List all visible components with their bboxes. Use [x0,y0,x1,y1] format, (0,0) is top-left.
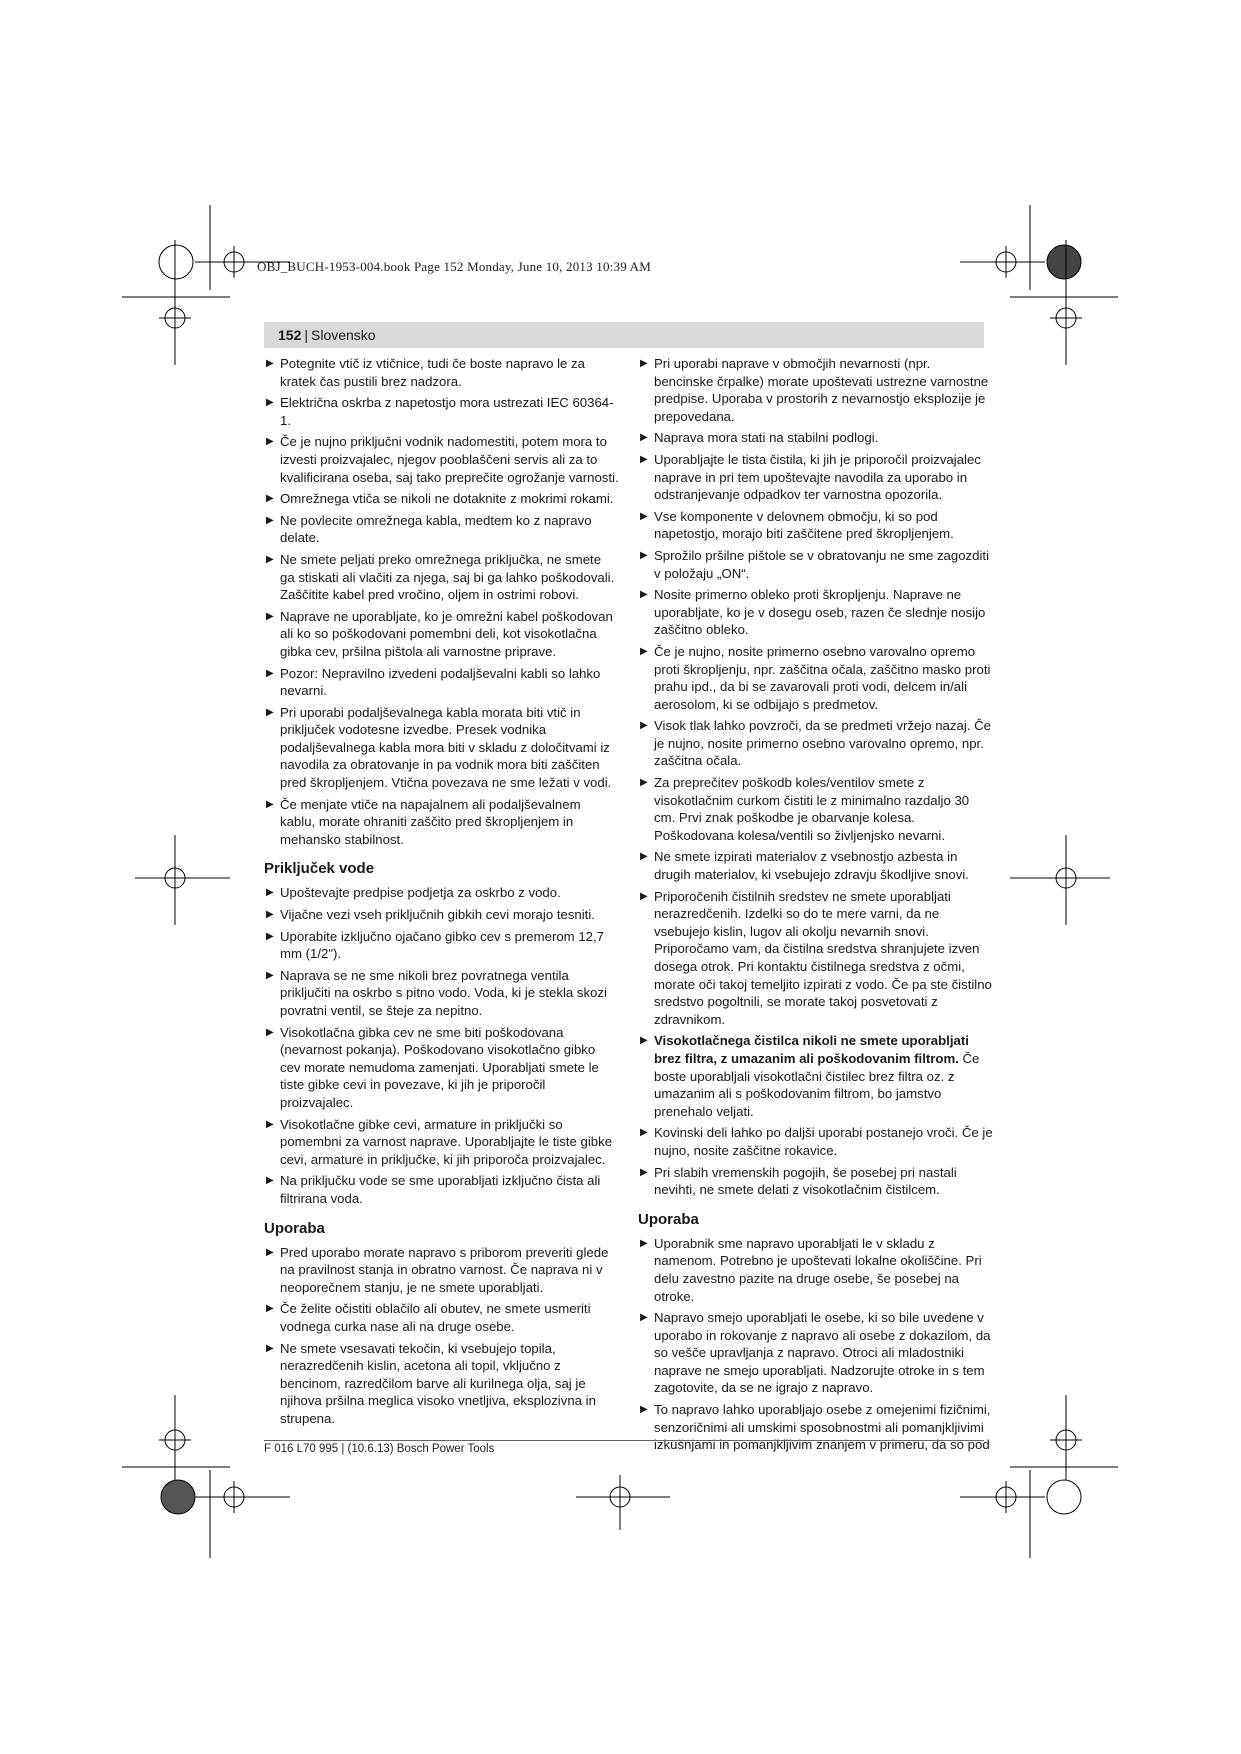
bullet-icon: ▶ [266,358,274,369]
list-item: ▶ Na priključku vode se sme uporabljati izključno čista ali filtrirana voda. [266,1173,601,1206]
list-item: ▶ Potegnite vtič iz vtičnice, tudi če boste napravo le za kratek čas pustili brez nadzora. [266,356,585,389]
bullet-icon: ▶ [640,1166,648,1178]
bullet-icon: ▶ [640,1127,648,1139]
bullet-icon: ▶ [640,890,648,902]
list-item: ▶ Če želite očistiti oblačilo ali obutev, ne smete usmeriti vodnega curka nase ali na druge osebe. [266,1301,591,1334]
bullet-icon: ▶ [640,720,648,732]
list-item: ▶ Za preprečitev poškodb koles/ventilov smete z visokotlačnim curkom čistiti le z minimalno razdaljo 30 cm. Prvi znak poškodbe je obarvanje kolesa. Poškodovana kolesa/ventili so življenjsko nevarni. [640,775,970,843]
left-column [264,355,619,1431]
list-item: ▶ Vijačne vezi vseh priključnih gibkih cevi morajo tesniti. [266,907,595,923]
bullet-icon: ▶ [640,1237,648,1249]
page-header [264,322,984,348]
safety-list-electrical [264,355,619,848]
bullet-icon: ▶ [266,1246,274,1258]
list-item: ▶ Vse komponente v delovnem območju, ki so pod napetostjo, morajo biti zaščitene pred škropljenjem. [640,508,954,542]
list-item: ▶ Ne smete peljati preko omrežnega priključka, ne smete ga stiskati ali vlačiti za njega, saj bi ga lahko poškodovali. Zaščitite kabel pred vročino, oljem in ostrimi robovi. [266,551,615,603]
list-item: ▶ Pri uporabi podaljševalnega kabla morata biti vtič in priključek vodotesne izvedbe. Presek vodnika podaljševalnega kabla mora biti v skladu z določitvami iz navodila za obratovanje in pa vodnik mora biti zaščiten pred škropljenjem. Vtična povezava ne sme ležati v vodi. [266,704,612,791]
list-item: ▶ Nosite primerno obleko proti škropljenju. Naprave ne uporabljate, ko je v dosegu oseb, razen če slednje nosijo zaščitno obleko. [640,587,986,638]
list-item: ▶ Kovinski deli lahko po daljši uporabi postanejo vroči. Če je nujno, nosite zaščitne rokavice. [640,1125,993,1158]
bullet-icon: ▶ [266,969,274,981]
section-heading-usage-right: Uporaba [638,1210,699,1228]
list-item: ▶ Priporočenih čistilnih sredstev ne smete uporabljati nerazredčenih. Izdelki so do te mere varni, da ne vsebujejo kislin, lugov ali okolju nevarnih snovi. Priporočamo vam, da čistilna sredstva shranjujete izven dosega otrok. Pri kontaktu čistilnega sredstva z očmi, morate oči takoj temeljito izpirati z vodo. Če pa ste čistilno sredstvo pogoltnili, se morate takoj posvetovati z zdravnikom. [640,888,992,1027]
bullet-icon: ▶ [640,358,648,369]
bullet-icon: ▶ [266,1175,274,1187]
bullet-icon: ▶ [640,1404,648,1416]
bullet-icon: ▶ [266,514,274,526]
safety-list-usage [264,1244,619,1428]
list-item: ▶ Uporabnik sme napravo uporabljati le v skladu z namenom. Potrebno je upoštevati lokalne okoliščine. Pri delu zavestno pazite na druge osebe, še posebej na otroke. [640,1235,982,1304]
print-slug: OBJ_BUCH-1953-004.book Page 152 Monday, June 10, 2013 10:39 AM [257,259,651,274]
usage-list [638,1235,993,1454]
list-item: ▶ Če menjate vtiče na napajalnem ali podaljševalnem kablu, morate ohraniti zaščito pred škropljenjem in mehansko stabilnost. [266,796,581,847]
bullet-icon: ▶ [640,453,648,465]
bullet-icon: ▶ [266,930,274,942]
list-item: ▶ Uporabljajte le tista čistila, ki jih je priporočil proizvajalec naprave in pri tem upoštevajte navodila za uporabo in odstranjevanje odpadkov ter varnostna opozorila. [640,451,981,503]
header-separator: | [304,327,308,343]
bullet-icon: ▶ [640,645,648,657]
footer-rule [264,1440,984,1441]
right-column [638,355,993,1458]
bullet-icon: ▶ [266,553,274,565]
list-item: ▶ Visok tlak lahko povzroči, da se predmeti vržejo nazaj. Če je nujno, nosite primerno osebno varovalno opremo, npr. zaščitna očala. [640,718,991,769]
safety-list-water [264,884,619,1207]
bullet-icon: ▶ [266,667,274,679]
bullet-icon: ▶ [640,777,648,789]
list-item: ▶ Če je nujno, nosite primerno osebno varovalno opremo proti škropljenju, npr. zaščitna očala, zaščitno masko proti prahu ipd., da bi se zavarovali proti vodi, delcem in/ali aerosolom, ki se odbijajo s predmetov. [640,643,991,712]
list-item-filter-warning: ▶ Visokotlačnega čistilca nikoli ne smete uporabljati brez filtra, z umazanim ali poškodovanim filtrom. Če boste uporabljali visokotlačni čistilec brez filtra oz. z umazanim ali s poškodovanim filtrom, bo jamstvo prenehalo veljati. [640,1033,980,1119]
list-item: ▶ Naprava mora stati na stabilni podlogi. [640,430,879,446]
list-item: ▶ Pri slabih vremenskih pogojih, še posebej pri nastali nevihti, ne smete delati z visokotlačnim čistilcem. [640,1164,957,1198]
bullet-icon: ▶ [266,1303,274,1315]
list-item: ▶ Ne smete vsesavati tekočin, ki vsebujejo topila, nerazredčenih kislin, acetona ali topil, vključno z bencinom, razredčilom barve ali kurilnega olja, saj je njihova pršilna meglica visoko vnetljiva, eksplozivna in strupena. [266,1340,596,1426]
bullet-icon: ▶ [266,887,274,899]
bullet-icon: ▶ [640,1312,648,1324]
bullet-icon: ▶ [640,432,648,444]
list-item: ▶ To napravo lahko uporabljajo osebe z omejenimi fizičnimi, senzoričnimi ali umskimi sposobnostmi ali pomanjkljivimi izkušnjami in pomanjkljivim znanjem v primeru, da so pod [640,1402,991,1453]
bullet-icon: ▶ [640,510,648,522]
bullet-icon: ▶ [266,909,274,921]
list-item: ▶ Ne smete izpirati materialov z vsebnostjo azbesta in drugih materialov, ki vsebujejo zdravju škodljive snovi. [640,849,969,883]
list-item: ▶ Upoštevajte predpise podjetja za oskrbo z vodo. [266,885,561,901]
bullet-icon: ▶ [266,1026,274,1038]
section-heading-usage: Uporaba [264,1219,325,1237]
bullet-icon: ▶ [266,798,274,810]
list-item: ▶ Ne povlecite omrežnega kabla, medtem ko z napravo delate. [266,512,592,546]
bullet-icon: ▶ [266,436,274,448]
list-item: ▶ Uporabite izključno ojačano gibko cev s premerom 12,7 mm (1/2"). [266,928,604,962]
bold-warning: Visokotlačnega čistilca nikoli ne smete uporabljati brez filtra, z umazanim ali poškodovanim filtrom. [654,1033,969,1066]
bullet-icon: ▶ [640,1035,648,1047]
bullet-icon: ▶ [266,706,274,718]
list-item: ▶ Naprave ne uporabljate, ko je omrežni kabel poškodovan ali ko so poškodovani pomembni deli, kot visokotlačna gibka cev, pršilna pištola ali varnostne priprave. [266,608,613,659]
list-item: ▶ Omrežnega vtiča se nikoli ne dotaknite z mokrimi rokami. [266,491,614,507]
list-item: ▶ Sprožilo pršilne pištole se v obratovanju ne sme zagozditi v položaju „ON“. [640,547,989,581]
list-item: ▶ Naprava se ne sme nikoli brez povratnega ventila priključiti na oskrbo s pitno vodo. Voda, ki je stekla skozi povratni ventil, se šteje za nepitno. [266,967,607,1018]
list-item: ▶ Pozor: Nepravilno izvedeni podaljševalni kabli so lahko nevarni. [266,665,601,699]
header-language: Slovensko [311,327,376,343]
section-heading-water-connection: Priključek vode [264,860,375,878]
safety-list-general [638,355,993,1199]
bullet-icon: ▶ [640,851,648,863]
list-item: ▶ Pri uporabi naprave v območjih nevarnosti (npr. bencinske črpalke) morate upoštevati ustrezne varnostne predpise. Uporaba v prostorih z nevarnostjo eksplozije je prepovedana. [640,356,989,424]
list-item: ▶ Električna oskrba z napetostjo mora ustrezati IEC 60364-1. [266,395,614,428]
page-number: 152 [278,327,302,343]
list-item: ▶ Pred uporabo morate napravo s priborom preveriti glede na pravilnost stanja in obratno varnost. Če naprava ni v neoporečnem stanju, je ne smete uporabljati. [266,1244,609,1295]
bullet-icon: ▶ [266,493,274,505]
list-item: ▶ Če je nujno priključni vodnik nadomestiti, potem mora to izvesti proizvajalec, njegov pooblaščeni servis ali za to kvalificirana oseba, saj tako preprečite ogrožanje varnosti. [266,434,619,485]
bullet-icon: ▶ [266,397,274,409]
bullet-icon: ▶ [640,549,648,561]
bullet-icon: ▶ [266,1118,274,1130]
list-item: ▶ Napravo smejo uporabljati le osebe, ki so bile uvedene v uporabo in rokovanje z napravo ali osebe z dokazilom, da so vešče upravljanja z napravo. Otroci ali mladostniki naprave ne smejo uporabljati. Nadzorujte otroke in s tem zagotovite, da se ne igrajo z napravo. [640,1310,991,1396]
footer-text: F 016 L70 995 | (10.6.13) Bosch Power Tools [264,1443,495,1455]
list-item: ▶ Visokotlačne gibke cevi, armature in priključki so pomembni za varnost naprave. Uporabljajte le tiste gibke cevi, armature in priključke, ki jih priporoča proizvajalec. [266,1116,613,1167]
list-item: ▶ Visokotlačna gibka cev ne sme biti poškodovana (nevarnost pokanja). Poškodovano visokotlačno gibko cev morate nemudoma zamenjati. Uporabljati smete le tiste gibke cevi in povezave, ki jih je priporočil proizvajalec. [266,1024,599,1110]
bullet-icon: ▶ [640,589,648,601]
bullet-icon: ▶ [266,610,274,622]
bullet-icon: ▶ [266,1342,274,1354]
